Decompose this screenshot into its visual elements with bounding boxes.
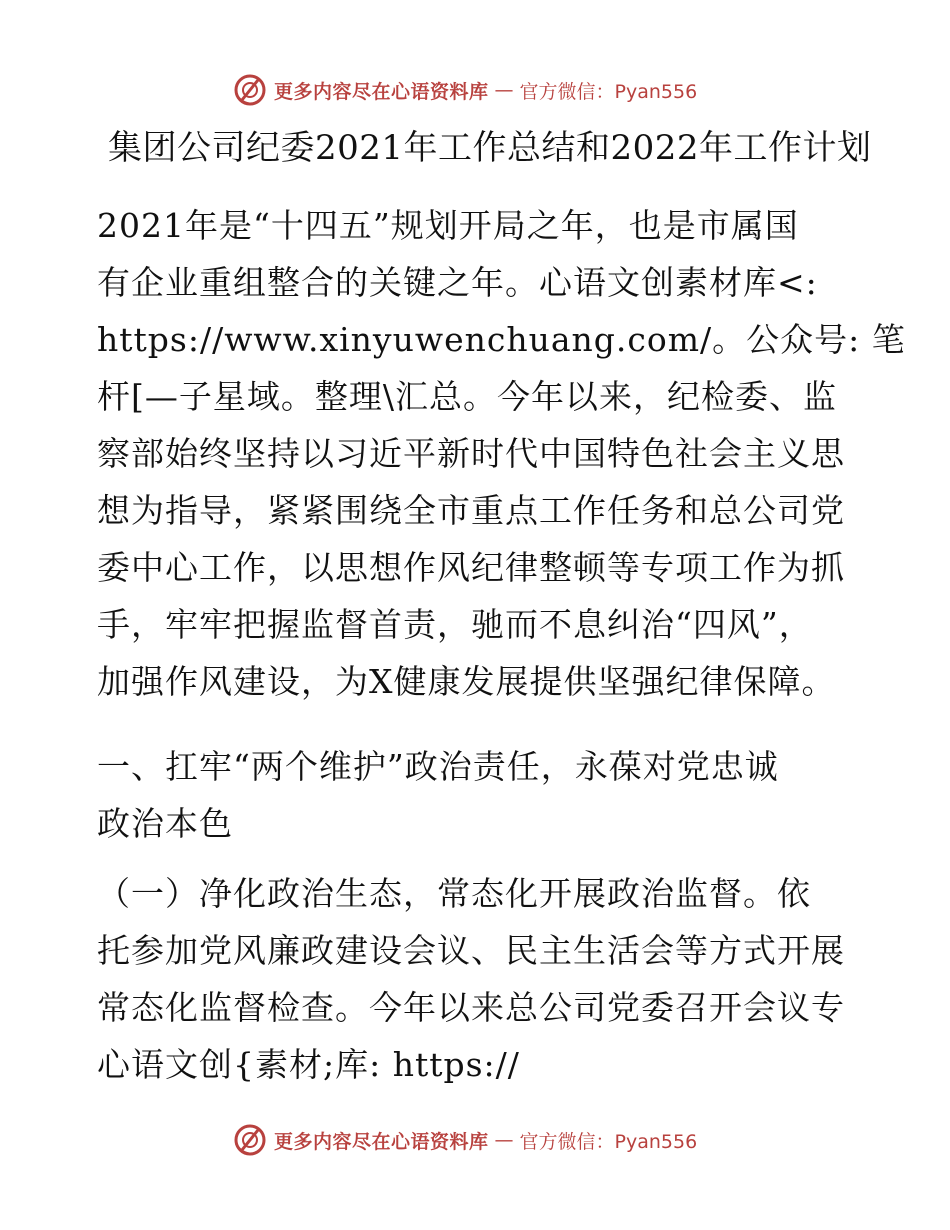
footer-banner — [232, 1120, 697, 1160]
document-title: 集团公司纪委2021年工作总结和2022年工作计划 — [108, 128, 872, 168]
paragraph-line: https://www.xinyuwenchuang.com/。公众号: 笔 — [97, 320, 906, 359]
paragraph-line: 委中心工作，以思想作风纪律整顿等专项工作为抓 — [97, 548, 845, 587]
paragraph-line: 托参加党风廉政建设会议、民主生活会等方式开展 — [97, 931, 845, 970]
banner-slogan: 更多内容尽在心语资料库 — [274, 80, 489, 103]
paragraph-line: 加强作风建设，为X健康发展提供坚强纪律保障。 — [97, 662, 836, 701]
paragraph-line: 常态化监督检查。今年以来总公司党委召开会议专 — [97, 988, 845, 1027]
paragraph-line: 2021年是“十四五”规划开局之年，也是市属国 — [97, 206, 799, 245]
paragraph-line: 察部始终坚持以习近平新时代中国特色社会主义思 — [97, 434, 845, 473]
heading-line: 政治本色 — [97, 804, 233, 843]
heading-line: 一、扛牢“两个维护”政治责任，永葆对党忠诚 — [97, 747, 779, 786]
section-heading — [97, 738, 857, 852]
red-circular-mark-icon — [232, 1122, 268, 1158]
paragraph-line: 杆[—子星域。整理\汇总。今年以来，纪检委、监 — [97, 377, 837, 416]
banner-slogan: 更多内容尽在心语资料库 — [274, 1130, 489, 1153]
paragraph-line: （一）净化政治生态，常态化开展政治监督。依 — [97, 874, 811, 913]
subsection-paragraph — [97, 865, 857, 1093]
banner-contact: 官方微信：Pyan556 — [519, 1130, 698, 1153]
intro-paragraph — [97, 197, 906, 710]
banner-contact: 官方微信：Pyan556 — [519, 80, 698, 103]
paragraph-line: 有企业重组整合的关键之年。心语文创素材库<: — [97, 263, 818, 302]
paragraph-line: 想为指导，紧紧围绕全市重点工作任务和总公司党 — [97, 491, 845, 530]
paragraph-line: 心语文创{素材;库: https:// — [97, 1045, 520, 1084]
paragraph-line: 手，牢牢把握监督首责，驰而不息纠治“四风”， — [97, 605, 813, 644]
header-banner — [232, 70, 697, 110]
banner-dash: — — [494, 1129, 514, 1151]
banner-dash: — — [494, 79, 514, 101]
red-circular-mark-icon — [232, 72, 268, 108]
